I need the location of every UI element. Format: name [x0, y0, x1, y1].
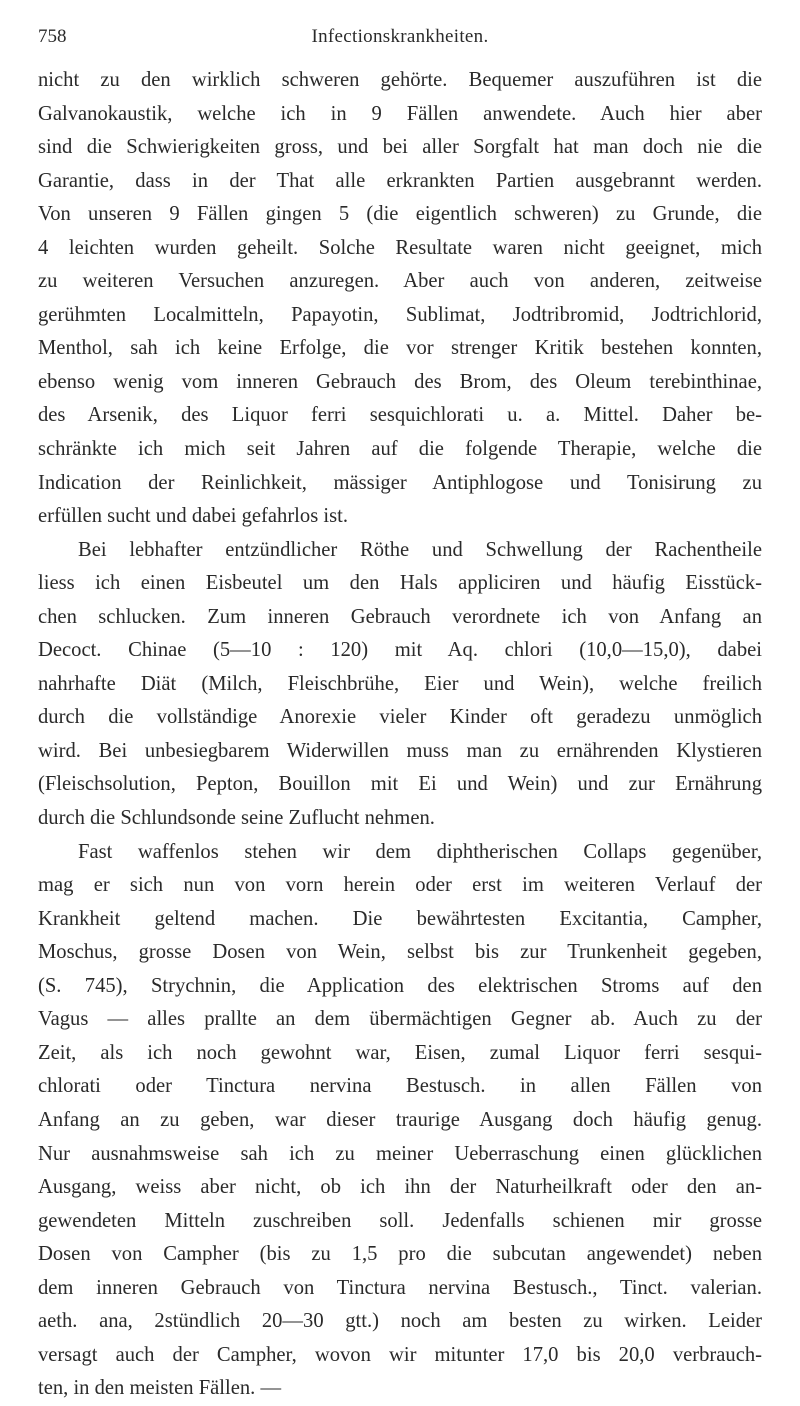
- text-line: ten, in den meisten Fällen. —: [38, 1377, 282, 1400]
- text-line: (Fleischsolution, Pepton, Bouillon mit Ei und Wein) und zur Ernährung: [38, 773, 762, 796]
- text-line: Galvanokaustik, welche ich in 9 Fällen anwendete. Auch hier aber: [38, 102, 762, 125]
- text-line: gewendeten Mitteln zuschreiben soll. Jedenfalls schienen mir grosse: [38, 1209, 762, 1232]
- text-line: ebenso wenig vom inneren Gebrauch des Brom, des Oleum terebinthinae,: [38, 370, 762, 393]
- text-line: zu weiteren Versuchen anzuregen. Aber auch von anderen, zeitweise: [38, 270, 762, 293]
- text-line: des Arsenik, des Liquor ferri sesquichlorati u. a. Mittel. Daher be-: [38, 404, 762, 427]
- text-line: 4 leichten wurden geheilt. Solche Resultate waren nicht geeignet, mich: [38, 236, 762, 259]
- text-line: chlorati oder Tinctura nervina Bestusch. in allen Fällen von: [38, 1075, 762, 1098]
- text-line: sind die Schwierigkeiten gross, und bei aller Sorgfalt hat man doch nie die: [38, 136, 762, 159]
- text-line: Garantie, dass in der That alle erkrankten Partien ausgebrannt werden.: [38, 169, 762, 192]
- text-line: nahrhafte Diät (Milch, Fleischbrühe, Eier und Wein), welche freilich: [38, 672, 762, 695]
- text-line: Zeit, als ich noch gewohnt war, Eisen, zumal Liquor ferri sesqui-: [38, 1041, 762, 1064]
- text-line: wird. Bei unbesiegbarem Widerwillen muss man zu ernährenden Klystieren: [38, 739, 762, 762]
- text-line: nicht zu den wirklich schweren gehörte. Bequemer auszuführen ist die: [38, 69, 762, 91]
- text-line: erfüllen sucht und dabei gefahrlos ist.: [38, 505, 348, 528]
- text-line: Indication der Reinlichkeit, mässiger Antiphlogose und Tonisirung zu: [38, 471, 762, 494]
- text-line: Krankheit geltend machen. Die bewährtesten Excitantia, Campher,: [38, 907, 762, 930]
- text-line: Nur ausnahmsweise sah ich zu meiner Ueberraschung einen glücklichen: [38, 1142, 762, 1165]
- text-line: Dosen von Campher (bis zu 1,5 pro die subcutan angewendet) neben: [38, 1243, 762, 1266]
- text-line: liess ich einen Eisbeutel um den Hals appliciren und häufig Eisstück-: [38, 572, 762, 595]
- text-line: Decoct. Chinae (5—10 : 120) mit Aq. chlori (10,0—15,0), dabei: [38, 639, 762, 662]
- text-line: Bei lebhafter entzündlicher Röthe und Schwellung der Rachentheile: [78, 538, 762, 561]
- text-line: Anfang an zu geben, war dieser traurige Ausgang doch häufig genug.: [38, 1108, 762, 1131]
- text-line: aeth. ana, 2stündlich 20—30 gtt.) noch am besten zu wirken. Leider: [38, 1310, 762, 1333]
- text-line: chen schlucken. Zum inneren Gebrauch verordnete ich von Anfang an: [38, 605, 762, 628]
- text-line: (S. 745), Strychnin, die Application des elektrischen Stroms auf den: [38, 974, 762, 997]
- text-line: schränkte ich mich seit Jahren auf die folgende Therapie, welche die: [38, 438, 762, 461]
- text-line: Vagus — alles prallte an dem übermächtigen Gegner ab. Auch zu der: [38, 1008, 762, 1031]
- body-text: [38, 64, 762, 1406]
- text-line: Ausgang, weiss aber nicht, ob ich ihn der Naturheilkraft oder den an-: [38, 1176, 762, 1199]
- running-head: [38, 22, 762, 52]
- text-line: Moschus, grosse Dosen von Wein, selbst bis zur Trunkenheit gegeben,: [38, 941, 762, 964]
- running-title: Infectionskrankheiten.: [311, 26, 489, 47]
- text-line: versagt auch der Campher, wovon wir mitunter 17,0 bis 20,0 verbrauch-: [38, 1343, 762, 1366]
- text-line: Menthol, sah ich keine Erfolge, die vor strenger Kritik bestehen konnten,: [38, 337, 762, 360]
- text-line: gerühmten Localmitteln, Papayotin, Sublimat, Jodtribromid, Jodtrichlorid,: [38, 303, 762, 326]
- page-number: 758: [38, 26, 67, 47]
- text-line: durch die Schlundsonde seine Zuflucht nehmen.: [38, 807, 435, 830]
- text-line: mag er sich nun von vorn herein oder erst im weiteren Verlauf der: [38, 874, 762, 897]
- text-line: durch die vollständige Anorexie vieler Kinder oft geradezu unmöglich: [38, 706, 762, 729]
- text-line: Fast waffenlos stehen wir dem diphtherischen Collaps gegenüber,: [78, 840, 762, 863]
- text-line: Von unseren 9 Fällen gingen 5 (die eigentlich schweren) zu Grunde, die: [38, 203, 762, 226]
- text-line: dem inneren Gebrauch von Tinctura nervina Bestusch., Tinct. valerian.: [38, 1276, 762, 1299]
